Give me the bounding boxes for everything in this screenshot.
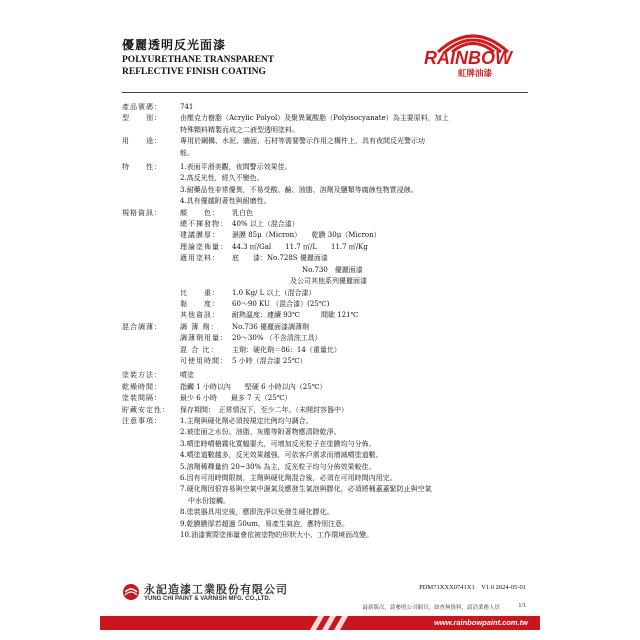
note-item: 中水份接觸。	[188, 496, 230, 505]
note-item: 10.油漆實際塗佈量會依被塗物的形狀大小、工作環境而改變。	[180, 531, 374, 540]
row-method: 塗裝方法： 噴塗	[122, 371, 194, 380]
row-features: 特 性： 1.表面平滑美觀，夜間警示效果佳。 2.高反光性，經久不變色。 3.耐藥品性非常優異，不易受酸、鹼、油脂、溶劑及鹽類等腐蝕性物質浸蝕。 4.具有優越附著性與耐磨性。	[122, 162, 532, 208]
note-item: 5.溶劑稀釋量約 20~30% 為主，反光粒子均勻分佈效果較佳。	[180, 462, 376, 471]
feature-item: 1.表面平滑美觀，夜間警示效果佳。	[180, 163, 292, 172]
document-code: PDM71XXX0741X1 V1.0 2024-05-01	[419, 584, 526, 591]
note-item: 8.塗裝器具用完後，應即洗淨以免發生硬化膠化。	[180, 508, 334, 517]
note-item: 2.被塗面之水份、油脂、灰塵等附著物應清除乾淨。	[180, 428, 341, 437]
row-spec: 規格資訊： 顏 色： 乳白色 總不揮發物： 40% 以上（混合漆） 建議膜厚： 濕膜 85μ（Micron） 乾膜 30μ（Micron） 理論塗佈量： 44.3 ㎡/Gal 11.7 ㎡/L 11.7 ㎡/Kg 適用塗料： 底 漆：No.728S 優麗面漆 No.730 優麗面漆 及公司其他系列優麗面漆 比 重： 1.0 Kg/ L 以上（混合漆） 黏 度： 60～90 KU （混合漆）(25℃) 其他資訊： 耐熱溫度：連續 93℃ 間歇 121℃	[122, 208, 381, 320]
row-interval: 塗裝間隔： 最少 6 小時 最多 7 天（25℃）	[122, 394, 292, 403]
header-divider	[122, 92, 528, 93]
note-item: 9.乾膜膜厚若超過 50um，易產生氣泡，應特別注意。	[180, 519, 349, 528]
row-notes: 注意事項： 1.主劑與硬化劑必須按規定比例均勻調合。 2.被塗面之水份、油脂、灰塵等附著物應清除乾淨。 3.噴塗時噴槍霧化寬幅要大，可增加反光粒子在塗膜均勻分佈。 4.噴塗道數越多，反光效果越強，可依客戶需求而增減噴塗道數。 5.溶劑稀釋量約 20~30% 為主，反光粒子均勻分佈效果較佳。 6.因有可用時間限制，主劑與硬化劑混合後，必須在可用時間內用完。 7.硬化劑因很容易與空氣中濕氣及應發生氣泡與膠化，必須將桶蓋蓋緊防止與空氣 中水份接觸。 8.塗裝器具用完後，應即洗淨以免發生硬化膠化。 9.乾膜膜厚若超過 50um，易產生氣泡，應特別注意。 10.油漆實際塗佈量會依被塗物的形狀大小、工作環境而改變。	[122, 416, 532, 541]
title-english	[122, 54, 274, 78]
row-product-no: 產品號碼： 741	[122, 103, 194, 111]
row-mixing: 混合調薄： 調 薄 劑： No.736 優麗面漆調薄劑 調薄劑用量： 20～30% （不含清洗工具） 混 合 比： 主劑：硬化劑＝86：14（重量比） 可使用時間： 5 小時（混合漆 25℃）	[122, 322, 341, 365]
company-name-english: YUNG CHI PAINT & VARNISH MFG. CO.,LTD.	[144, 596, 271, 602]
row-type: 型 別： 由壓克力樹脂（Acrylic Polyol）及聚異氰酸脂（Polyisocyanate）為主要原料，加上 特殊顆料精製而成之二液型透明塗料。	[122, 114, 449, 134]
logo-wordmark: RAINBOW	[424, 48, 512, 68]
footer-stripes-icon	[310, 616, 390, 630]
title-english-line-1: POLYURETHANE TRANSPARENT	[122, 55, 275, 65]
logo-subtitle: 虹牌油漆	[458, 69, 493, 79]
feature-item: 4.具有優越附著性與耐磨性。	[180, 197, 271, 206]
row-use: 用 途： 專用於鋼構、水泥、牆面、石材等需要警示作用之構件上，具有夜間反光警示功 能。	[122, 137, 425, 157]
company-emblem-icon	[122, 583, 140, 601]
note-item: 6.因有可用時間限制，主劑與硬化劑混合後，必須在可用時間內用完。	[180, 474, 397, 482]
note-item: 1.主劑與硬化劑必須按規定比例均勻調合。	[180, 416, 313, 425]
data-sheet	[100, 18, 540, 630]
note-item: 3.噴塗時噴槍霧化寬幅要大，可增加反光粒子在塗膜均勻分佈。	[180, 439, 376, 448]
company-name-chinese: 永記造漆工業股份有限公司	[144, 583, 288, 596]
note-item: 7.硬化劑因很容易與空氣中濕氣及應發生氣泡與膠化，必須將桶蓋蓋緊防止與空氣	[180, 485, 432, 494]
page-number: 1/1	[518, 603, 526, 609]
feature-item: 2.高反光性，經久不變色。	[180, 174, 264, 183]
title-chinese: 優麗透明反光面漆	[122, 38, 227, 52]
feature-item: 3.耐藥品性非常優異，不易受酸、鹼、油脂、溶劑及鹽類等腐蝕性物質浸蝕。	[180, 185, 418, 194]
version-note: 最新版次，請參照公司網頁；如查無資料，請洽業務人員	[362, 605, 500, 611]
company-block	[122, 581, 332, 607]
title-english-line-2: REFLECTIVE FINISH COATING	[122, 67, 266, 77]
row-storage: 貯藏安定性： 保存期間： 正常情況下，至少二年。（未開封容器中）	[122, 405, 348, 414]
website-link[interactable]: www.rainbowpaint.com.tw	[434, 618, 528, 627]
row-dry: 乾燥時間： 指觸 1 小時以內 堅硬 6 小時以內（25℃）	[122, 382, 327, 391]
spec-body	[122, 102, 532, 541]
rainbow-logo	[418, 24, 528, 78]
note-item: 4.噴塗道數越多，反光效果越強，可依客戶需求而增減噴塗道數。	[180, 451, 383, 460]
